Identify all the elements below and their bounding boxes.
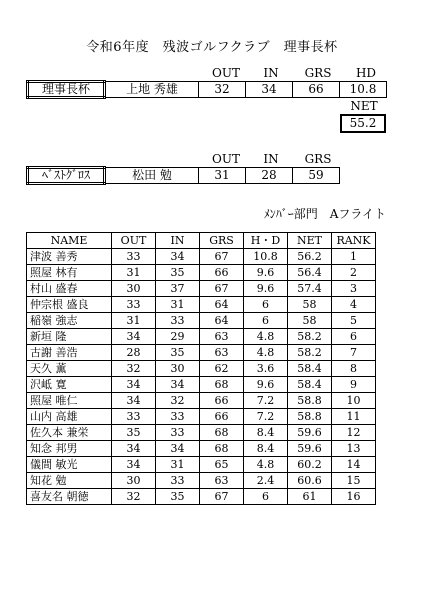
- cell-net: 61: [288, 489, 332, 505]
- cell-grs: 68: [200, 377, 244, 393]
- cell-rank: 1: [332, 249, 376, 265]
- cell-hd: 7.2: [244, 393, 288, 409]
- header-out: OUT: [112, 233, 156, 249]
- ranking-header-row: [27, 233, 376, 249]
- chairman-label: 理事長杯: [28, 82, 105, 98]
- table-row: [27, 345, 376, 361]
- cell-grs: 64: [200, 297, 244, 313]
- cell-rank: 9: [332, 377, 376, 393]
- chairman-name: 上地 秀雄: [105, 82, 199, 98]
- table-row: [27, 409, 376, 425]
- cell-out: 34: [112, 329, 156, 345]
- cell-in: 29: [156, 329, 200, 345]
- cell-net: 58.4: [288, 361, 332, 377]
- cell-in: 35: [156, 345, 200, 361]
- cell-net: 60.2: [288, 457, 332, 473]
- cell-rank: 8: [332, 361, 376, 377]
- cell-hd: 8.4: [244, 441, 288, 457]
- cell-in: 33: [156, 425, 200, 441]
- cell-grs: 67: [200, 489, 244, 505]
- cell-out: 32: [112, 489, 156, 505]
- cell-hd: 2.4: [244, 473, 288, 489]
- cell-net: 59.6: [288, 425, 332, 441]
- cell-grs: 64: [200, 313, 244, 329]
- cell-rank: 4: [332, 297, 376, 313]
- best-gross-in: 28: [246, 168, 293, 184]
- table-row: [27, 281, 376, 297]
- cell-in: 30: [156, 361, 200, 377]
- cell-out: 33: [112, 297, 156, 313]
- cell-in: 34: [156, 441, 200, 457]
- best-gross-row: [26, 166, 340, 185]
- table-row: [27, 297, 376, 313]
- cell-rank: 15: [332, 473, 376, 489]
- chairman-in: 34: [246, 82, 293, 98]
- cell-net: 57.4: [288, 281, 332, 297]
- cell-hd: 4.8: [244, 345, 288, 361]
- cell-in: 35: [156, 489, 200, 505]
- cell-net: 58.8: [288, 393, 332, 409]
- cell-name: 古謝 善浩: [27, 345, 112, 361]
- cell-grs: 65: [200, 457, 244, 473]
- cell-grs: 67: [200, 281, 244, 297]
- cell-hd: 9.6: [244, 377, 288, 393]
- cell-out: 34: [112, 441, 156, 457]
- cell-hd: 6: [244, 297, 288, 313]
- cell-hd: 7.2: [244, 409, 288, 425]
- cell-in: 31: [156, 297, 200, 313]
- table-row: [27, 249, 376, 265]
- header-name: NAME: [27, 233, 112, 249]
- cell-rank: 14: [332, 457, 376, 473]
- cell-rank: 16: [332, 489, 376, 505]
- header-rank: RANK: [332, 233, 376, 249]
- cell-net: 58.4: [288, 377, 332, 393]
- cell-out: 33: [112, 409, 156, 425]
- cell-net: 59.6: [288, 441, 332, 457]
- cell-out: 28: [112, 345, 156, 361]
- cell-rank: 5: [332, 313, 376, 329]
- cell-rank: 7: [332, 345, 376, 361]
- header-net: NET: [288, 233, 332, 249]
- chairman-grs: 66: [293, 82, 340, 98]
- table-row: [27, 377, 376, 393]
- cell-name: 村山 盛春: [27, 281, 112, 297]
- cell-in: 33: [156, 313, 200, 329]
- cell-grs: 63: [200, 345, 244, 361]
- table-row: [27, 265, 376, 281]
- table-row: [27, 473, 376, 489]
- best-col-header-in: IN: [263, 152, 279, 166]
- cell-in: 33: [156, 409, 200, 425]
- cell-name: 沢岻 寛: [27, 377, 112, 393]
- cell-grs: 63: [200, 473, 244, 489]
- cell-name: 稲嶺 強志: [27, 313, 112, 329]
- cell-grs: 67: [200, 249, 244, 265]
- best-gross-label: ﾍﾞｽﾄｸﾞﾛｽ: [28, 168, 105, 184]
- cell-out: 34: [112, 393, 156, 409]
- col-header-hd: HD: [355, 66, 377, 80]
- cell-in: 31: [156, 457, 200, 473]
- cell-net: 60.6: [288, 473, 332, 489]
- cell-net: 58.2: [288, 329, 332, 345]
- cell-in: 32: [156, 393, 200, 409]
- cell-name: 照屋 唯仁: [27, 393, 112, 409]
- cell-grs: 66: [200, 393, 244, 409]
- table-row: [27, 457, 376, 473]
- cell-out: 32: [112, 361, 156, 377]
- cell-net: 58.2: [288, 345, 332, 361]
- cell-rank: 13: [332, 441, 376, 457]
- cell-grs: 63: [200, 329, 244, 345]
- cell-hd: 9.6: [244, 281, 288, 297]
- col-header-out: OUT: [212, 66, 240, 80]
- cell-name: 山内 高雄: [27, 409, 112, 425]
- chairman-net: 55.2: [340, 114, 386, 133]
- cell-hd: 8.4: [244, 425, 288, 441]
- table-row: [27, 361, 376, 377]
- cell-grs: 66: [200, 409, 244, 425]
- cell-out: 34: [112, 457, 156, 473]
- cell-grs: 66: [200, 265, 244, 281]
- best-gross-grs: 59: [293, 168, 340, 184]
- best-col-header-grs: GRS: [304, 152, 332, 166]
- chairman-out: 32: [199, 82, 246, 98]
- cell-name: 天久 薫: [27, 361, 112, 377]
- cell-out: 35: [112, 425, 156, 441]
- cell-rank: 6: [332, 329, 376, 345]
- cell-hd: 6: [244, 313, 288, 329]
- cell-rank: 11: [332, 409, 376, 425]
- cell-name: 佐久本 兼栄: [27, 425, 112, 441]
- cell-name: 新垣 隆: [27, 329, 112, 345]
- best-gross-out: 31: [199, 168, 246, 184]
- cell-out: 33: [112, 249, 156, 265]
- cell-in: 34: [156, 377, 200, 393]
- best-col-header-out: OUT: [212, 152, 240, 166]
- cell-grs: 62: [200, 361, 244, 377]
- col-header-grs: GRS: [304, 66, 332, 80]
- cell-out: 31: [112, 313, 156, 329]
- cell-net: 58: [288, 297, 332, 313]
- cell-rank: 10: [332, 393, 376, 409]
- cell-rank: 3: [332, 281, 376, 297]
- cell-name: 知念 邦男: [27, 441, 112, 457]
- cell-grs: 68: [200, 441, 244, 457]
- col-header-in: IN: [263, 66, 279, 80]
- header-grs: GRS: [200, 233, 244, 249]
- chairman-hd: 10.8: [340, 82, 387, 98]
- best-gross-name: 松田 勉: [105, 168, 199, 184]
- cell-out: 30: [112, 281, 156, 297]
- ranking-table: [26, 232, 376, 505]
- cell-net: 56.4: [288, 265, 332, 281]
- cell-hd: 4.8: [244, 457, 288, 473]
- table-row: [27, 313, 376, 329]
- cell-hd: 9.6: [244, 265, 288, 281]
- cell-name: 照屋 林有: [27, 265, 112, 281]
- table-row: [27, 393, 376, 409]
- cell-out: 31: [112, 265, 156, 281]
- cell-in: 37: [156, 281, 200, 297]
- chairman-result-row: [26, 80, 387, 99]
- header-in: IN: [156, 233, 200, 249]
- cell-in: 33: [156, 473, 200, 489]
- cell-rank: 2: [332, 265, 376, 281]
- net-header: NET: [350, 99, 378, 113]
- cell-net: 58: [288, 313, 332, 329]
- cell-name: 儀間 敏光: [27, 457, 112, 473]
- cell-grs: 68: [200, 425, 244, 441]
- cell-net: 58.8: [288, 409, 332, 425]
- cell-rank: 12: [332, 425, 376, 441]
- cell-net: 56.2: [288, 249, 332, 265]
- cell-out: 34: [112, 377, 156, 393]
- cell-in: 35: [156, 265, 200, 281]
- cell-name: 喜友名 朝徳: [27, 489, 112, 505]
- section-title: ﾒﾝﾊﾞｰ部門 Aフライト: [263, 207, 386, 221]
- header-hd: H・D: [244, 233, 288, 249]
- cell-out: 30: [112, 473, 156, 489]
- table-row: [27, 489, 376, 505]
- cell-in: 34: [156, 249, 200, 265]
- cell-hd: 4.8: [244, 329, 288, 345]
- table-row: [27, 441, 376, 457]
- cell-hd: 3.6: [244, 361, 288, 377]
- table-row: [27, 425, 376, 441]
- table-row: [27, 329, 376, 345]
- page-title: 令和6年度 残波ゴルフクラブ 理事長杯: [86, 40, 338, 55]
- cell-name: 仲宗根 盛良: [27, 297, 112, 313]
- cell-hd: 10.8: [244, 249, 288, 265]
- cell-hd: 6: [244, 489, 288, 505]
- cell-name: 知花 勉: [27, 473, 112, 489]
- cell-name: 津波 善秀: [27, 249, 112, 265]
